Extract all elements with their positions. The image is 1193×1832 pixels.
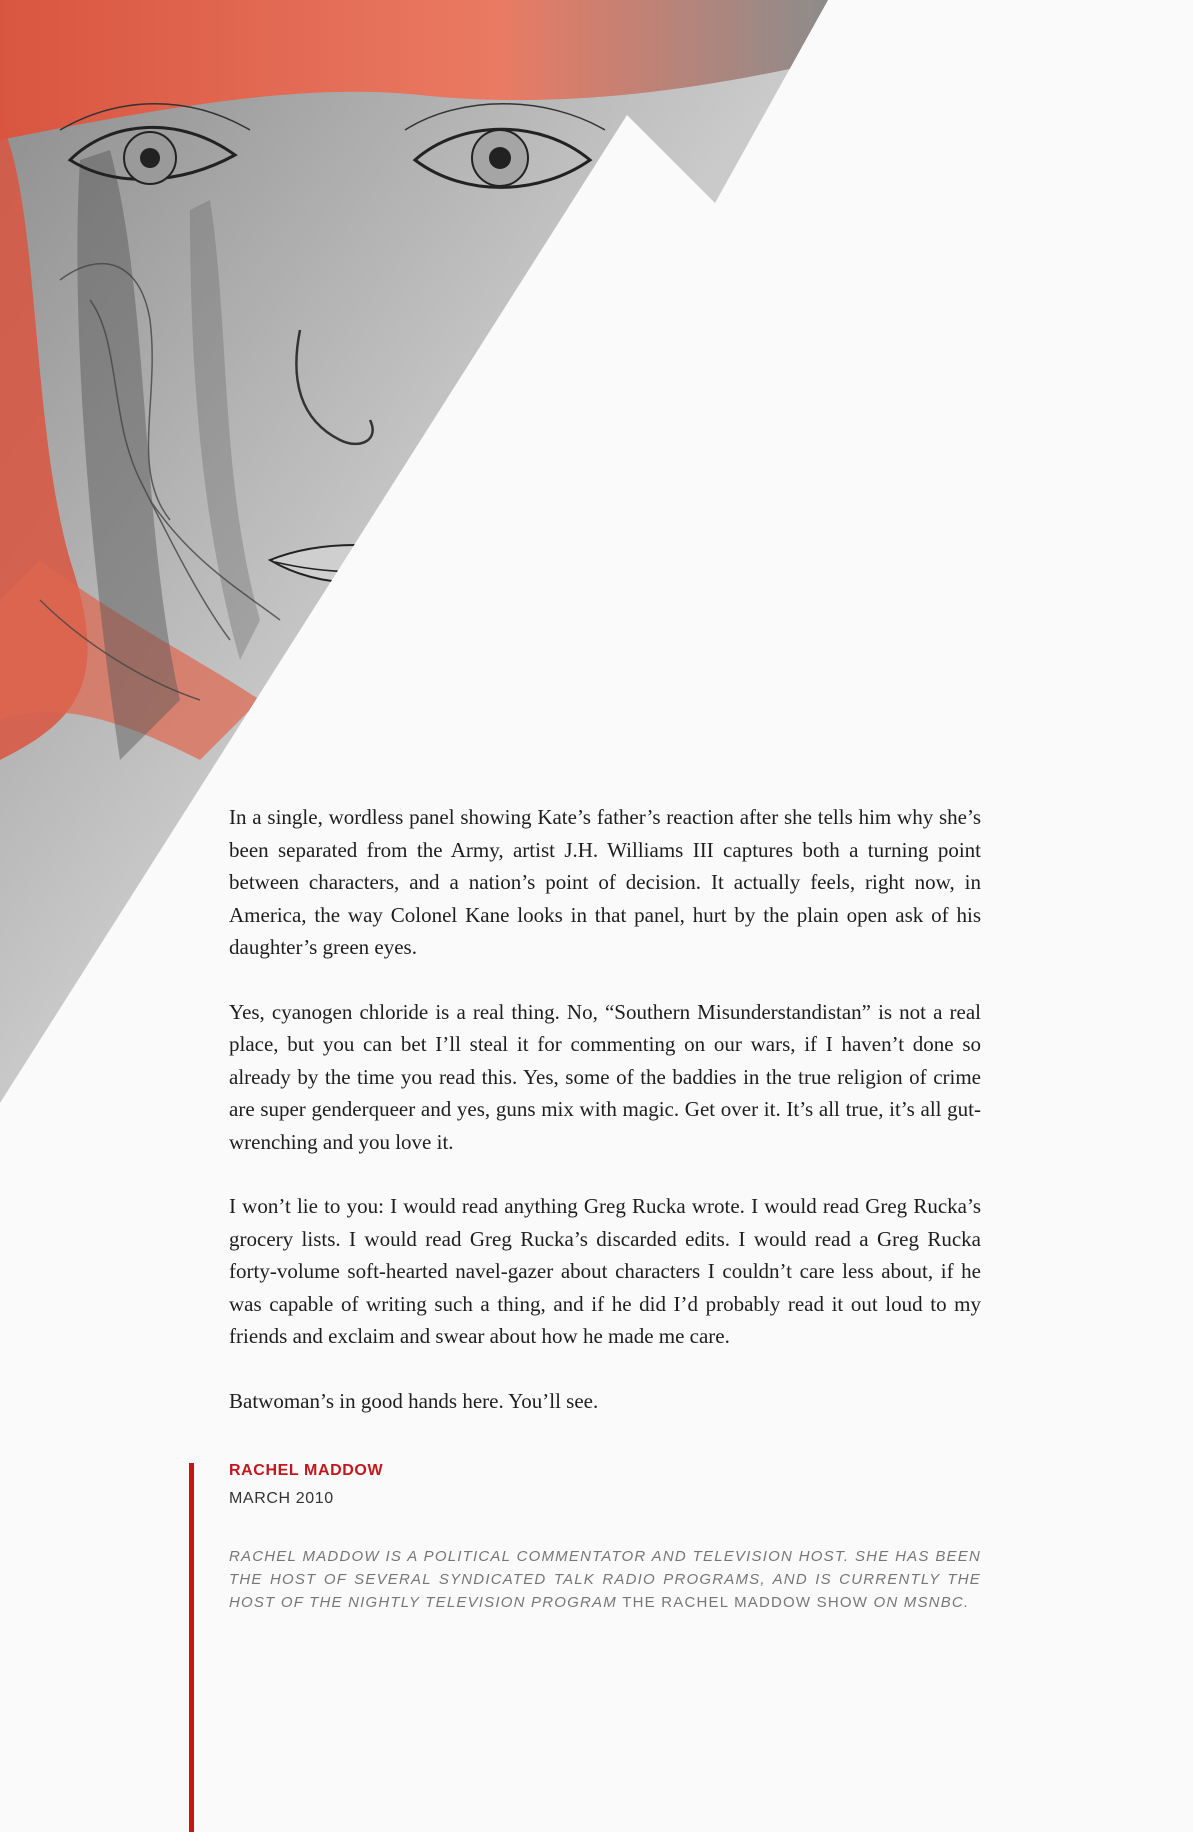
paragraph-2: Yes, cyanogen chloride is a real thing. No, “Southern Misunderstandistan” is not a real place, but you can bet I’ll steal it for commenting on our wars, if I haven’t done so already by the time you read this. Yes, some of the baddies in the true religion of crime are super genderqueer and yes, guns mix with magic. Get over it. It’s all true, it’s all gut-wrenching and you love it. xyxy=(229,999,981,1154)
author-name: RACHEL MADDOW xyxy=(229,1462,384,1479)
signature-date: MARCH 2010 xyxy=(229,1490,334,1507)
author-bio xyxy=(229,1545,981,1614)
paragraph-4: Batwoman’s in good hands here. You’ll see. xyxy=(229,1388,599,1413)
article-body xyxy=(229,801,981,1417)
bio-text-on: ON xyxy=(873,1594,899,1611)
bio-text: RACHEL MADDOW IS A POLITICAL COMMENTATOR AND TELEVISION HOST. SHE HAS BEEN THE HOST OF SEVERAL SYNDICATED TALK RADIO PROGRAMS, AND IS CURRENTLY THE HOST OF THE NIGHTLY TELEVISION PROGRAM xyxy=(229,1548,981,1611)
paragraph-1: In a single, wordless panel showing Kate’s father’s reaction after she tells him why she’s been separated from the Army, artist J.H. Williams III captures both a turning point between characters, and a nation’s point of decision. It actually feels, right now, in America, the way Colonel Kane looks in that panel, hurt by the plain open ask of his daughter’s green eyes. xyxy=(229,805,981,959)
bio-show-title: THE RACHEL MADDOW SHOW xyxy=(622,1594,869,1611)
paragraph-3: I won’t lie to you: I would read anything Greg Rucka wrote. I would read Greg Rucka’s grocery lists. I would read Greg Rucka’s discarded edits. I would read a Greg Rucka forty-volume soft-hearted navel-gazer about characters I couldn’t care less about, if he was capable of writing such a thing, and if he did I’d probably read it out loud to my friends and exclaim and swear about how he made me care. xyxy=(229,1194,981,1348)
bio-network: MSNBC. xyxy=(903,1594,970,1611)
accent-rule xyxy=(189,1463,194,1832)
